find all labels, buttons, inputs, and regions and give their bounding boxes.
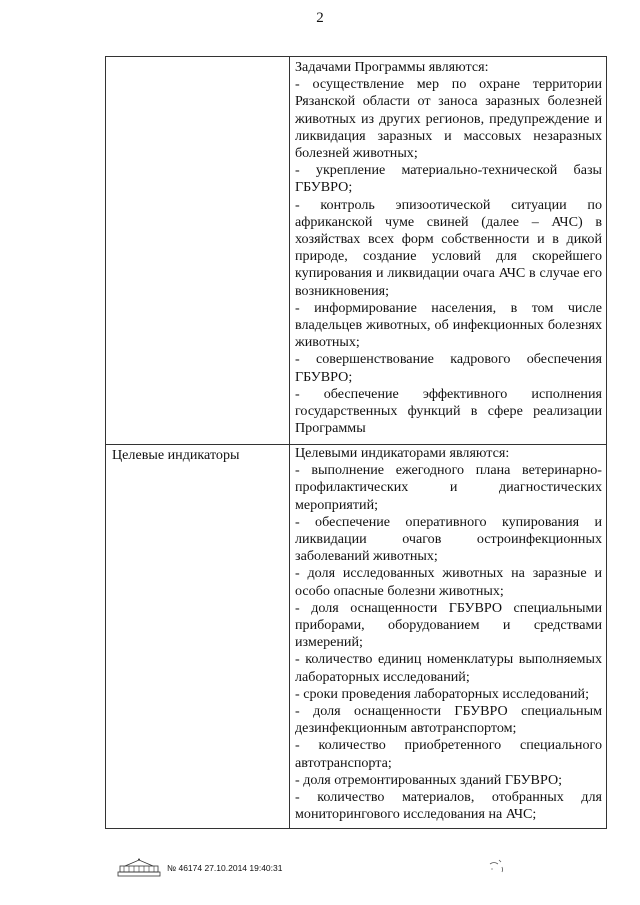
content-line: - осуществление мер по охране территории Рязанской области от заноса заразных болезней животных из других регионов, предупреждение и ликвидация заразных и массовых незаразных болезней животных; (295, 76, 602, 162)
table-row (106, 57, 607, 445)
content-line: - обеспечение эффективного исполнения государственных функций в сфере реализации Программы (295, 385, 602, 437)
content-line: - укрепление материально-технической базы ГБУВРО; (295, 162, 602, 196)
content-line: - выполнение ежегодного плана ветеринарно-профилактических и диагностических мероприятий; (295, 462, 602, 513)
content-line: - контроль эпизоотической ситуации по африканской чуме свиней (далее – АЧС) в хозяйствах всех форм собственности и в дикой природе, создание условий для скорейшего купирования и ликвидации очага АЧС в случае его возникновения; (295, 196, 602, 299)
passport-table (105, 56, 607, 829)
content-line: - количество единиц номенклатуры выполняемых лабораторных исследований; (295, 651, 602, 685)
content-line: - совершенствование кадрового обеспечения ГБУВРО; (295, 351, 602, 385)
content-line: - доля отремонтированных зданий ГБУВРО; (295, 771, 563, 788)
content-line: - доля оснащенности ГБУВРО специальным дезинфекционным автотранспортом; (295, 703, 602, 737)
row-label (106, 57, 290, 445)
row-label: Целевые индикаторы (106, 445, 290, 829)
content-line: - обеспечение оперативного купирования и ликвидации очагов остроинфекционных заболеваний животных; (295, 513, 602, 565)
content-line: - доля исследованных животных на заразные и особо опасные болезни животных; (295, 565, 602, 599)
content-line: - количество приобретенного специального автотранспорта; (295, 737, 602, 771)
content-line: - сроки проведения лабораторных исследований; (295, 685, 590, 702)
building-seal-icon (117, 858, 161, 878)
table-row (106, 445, 607, 829)
page-number: 2 (316, 10, 324, 26)
content-line: - информирование населения, в том числе владельцев животных, об инфекционных болезнях животных; (295, 299, 602, 351)
content-line: - доля оснащенности ГБУВРО специальными приборами, оборудованием и средствами измерений; (295, 599, 602, 651)
handwritten-mark-icon (488, 858, 508, 874)
content-line: Задачами Программы являются: (295, 59, 489, 75)
content-line: - количество материалов, отобранных для мониторингового исследования на АЧС; (295, 789, 602, 823)
content-line: Целевыми индикаторами являются: (295, 445, 510, 461)
document-stamp: № 46174 27.10.2014 19:40:31 (167, 863, 283, 873)
footer (117, 858, 282, 878)
row-content (290, 445, 607, 829)
row-content (290, 57, 607, 445)
